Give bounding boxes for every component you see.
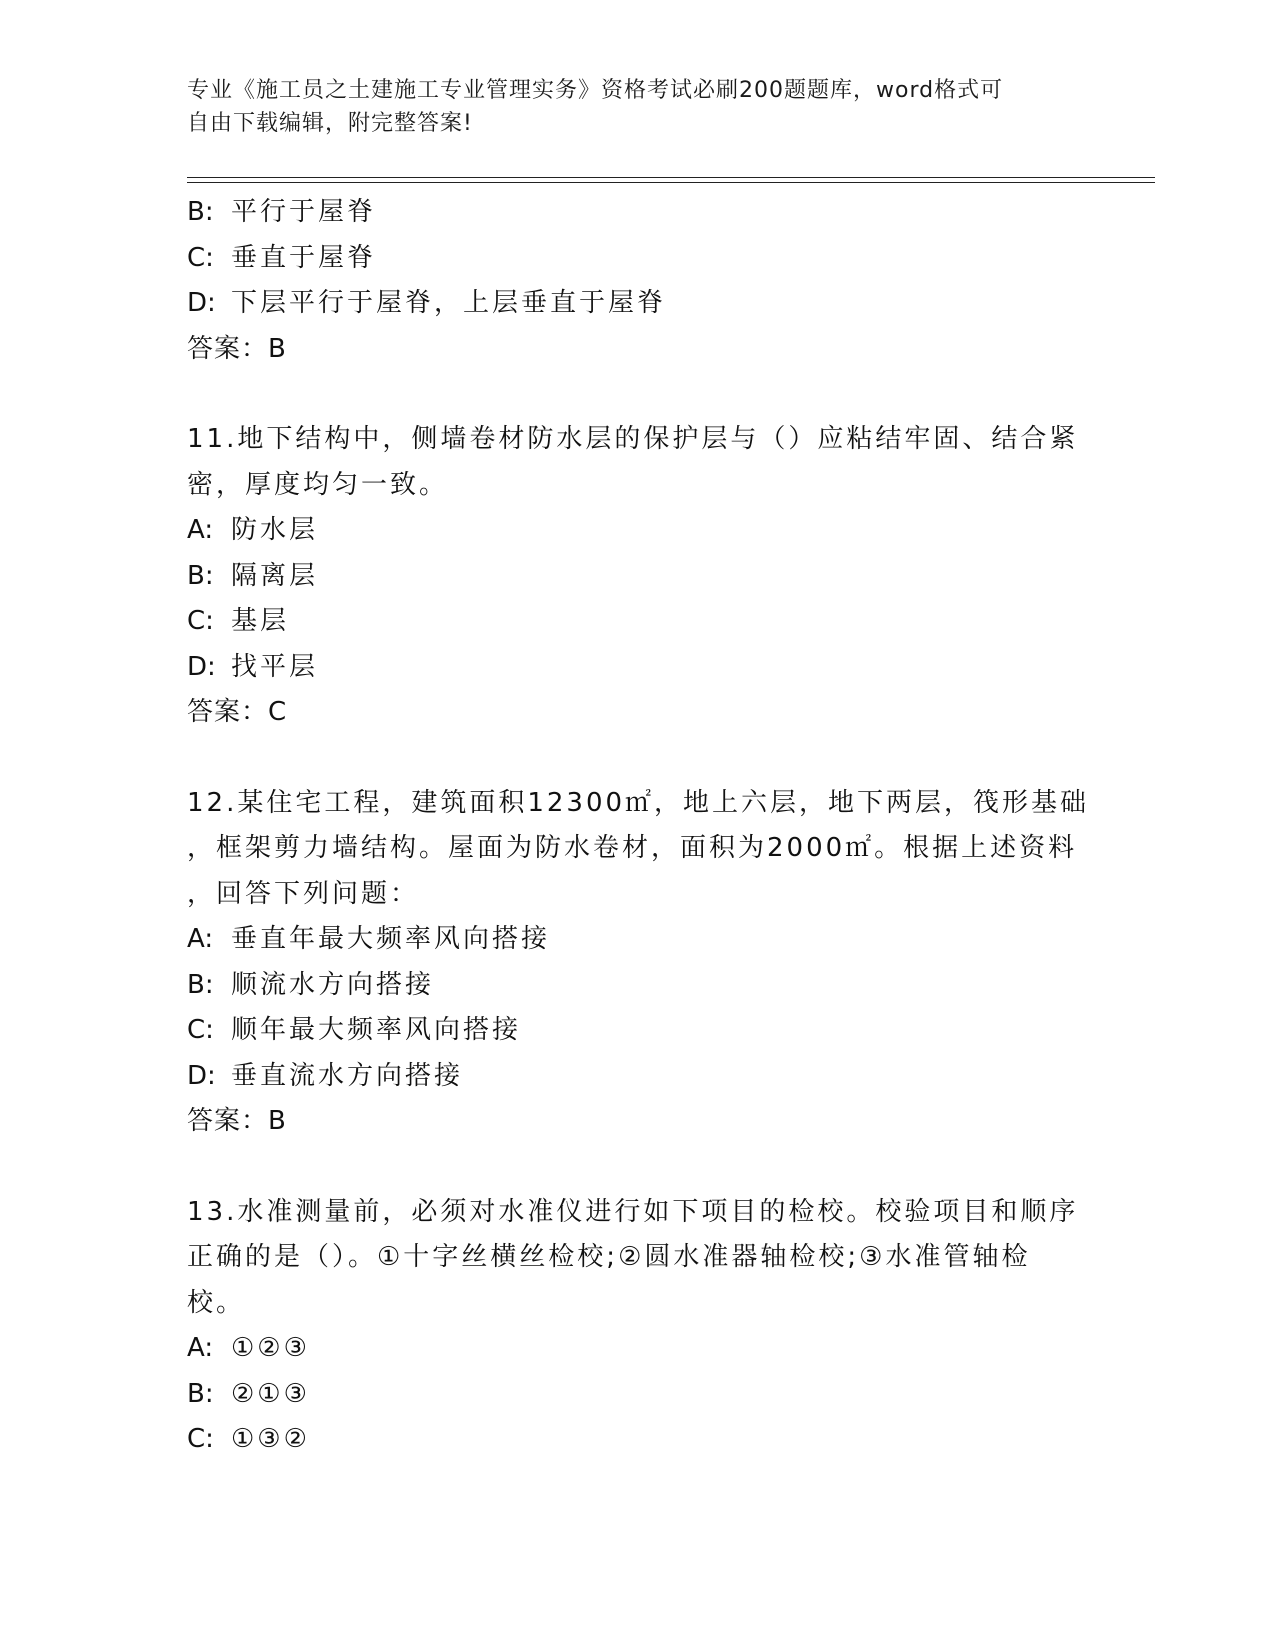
option-text: 找平层 — [231, 651, 319, 682]
option-text: ①③② — [231, 1424, 310, 1454]
option-text: 垂直年最大频率风向搭接 — [231, 924, 551, 954]
option-letter: B: — [187, 197, 214, 227]
option-letter: A: — [187, 515, 214, 545]
option-b — [187, 190, 1087, 236]
option-d — [187, 281, 1087, 327]
question-stem-line: 密，厚度均匀一致。 — [187, 469, 449, 500]
option-letter: D: — [187, 1060, 216, 1091]
option-b — [187, 963, 1087, 1009]
question-stem-line: 12.某住宅工程，建筑面积12300㎡，地上六层，地下两层，筏形基础 — [187, 787, 1090, 818]
option-c — [187, 1417, 1087, 1463]
option-letter: D: — [187, 651, 216, 682]
option-b — [187, 554, 1087, 600]
option-c — [187, 599, 1087, 645]
option-a — [187, 1326, 1087, 1372]
option-a — [187, 508, 1087, 554]
question-stem-line: 校。 — [187, 1287, 246, 1318]
option-d — [187, 1054, 1087, 1100]
header-title-line-2: 自由下载编辑，附完整答案! — [187, 111, 473, 136]
question-block-11 — [187, 417, 1087, 736]
question-list — [187, 190, 1090, 1463]
question-block-12 — [187, 781, 1090, 1145]
header-divider-top — [187, 177, 1155, 178]
question-stem-line: ，框架剪力墙结构。屋面为防水卷材，面积为2000㎡。根据上述资料 — [187, 833, 1078, 863]
option-text: ①②③ — [231, 1333, 310, 1363]
option-letter: C: — [187, 606, 214, 636]
option-text: 隔离层 — [231, 560, 319, 591]
option-letter: A: — [187, 924, 214, 954]
option-letter: A: — [187, 1333, 214, 1363]
option-text: 垂直流水方向搭接 — [231, 1060, 464, 1091]
question-stem — [187, 781, 1090, 918]
option-letter: C: — [187, 242, 214, 273]
option-letter: D: — [187, 288, 216, 318]
question-stem-line: ，回答下列问题： — [187, 878, 420, 909]
option-c — [187, 1008, 1087, 1054]
question-block-prev — [187, 190, 1087, 372]
option-text: 基层 — [231, 606, 290, 636]
option-text: ②①③ — [231, 1378, 310, 1409]
option-text: 顺流水方向搭接 — [231, 969, 435, 1000]
option-letter: C: — [187, 1424, 214, 1454]
question-block-13 — [187, 1190, 1087, 1463]
option-text: 防水层 — [231, 515, 319, 545]
option-c — [187, 236, 1087, 282]
option-text: 垂直于屋脊 — [231, 242, 377, 273]
question-stem — [187, 417, 1087, 508]
option-text: 顺年最大频率风向搭接 — [231, 1015, 522, 1045]
header-divider-bottom — [187, 182, 1155, 183]
option-letter: C: — [187, 1015, 214, 1045]
answer-line: 答案：B — [187, 333, 287, 364]
option-b — [187, 1372, 1087, 1418]
option-text: 平行于屋脊 — [231, 197, 377, 227]
option-letter: B: — [187, 560, 214, 591]
answer-line: 答案：B — [187, 1106, 287, 1136]
header-title-line-1: 专业《施工员之土建施工专业管理实务》资格考试必刷200题题库，word格式可 — [187, 78, 1004, 103]
question-stem — [187, 1190, 1087, 1327]
option-a — [187, 917, 1087, 963]
option-d — [187, 645, 1087, 691]
document-header — [187, 74, 1067, 140]
option-letter: B: — [187, 1378, 214, 1409]
question-stem-line: 11.地下结构中，侧墙卷材防水层的保护层与（）应粘结牢固、结合紧 — [187, 424, 1079, 454]
option-letter: B: — [187, 969, 214, 1000]
question-stem-line: 13.水准测量前，必须对水准仪进行如下项目的检校。校验项目和顺序 — [187, 1196, 1079, 1227]
option-text: 下层平行于屋脊，上层垂直于屋脊 — [231, 288, 667, 318]
question-stem-line: 正确的是（）。①十字丝横丝检校;②圆水准器轴检校;③水准管轴检 — [187, 1242, 1031, 1272]
answer-line: 答案：C — [187, 697, 288, 727]
